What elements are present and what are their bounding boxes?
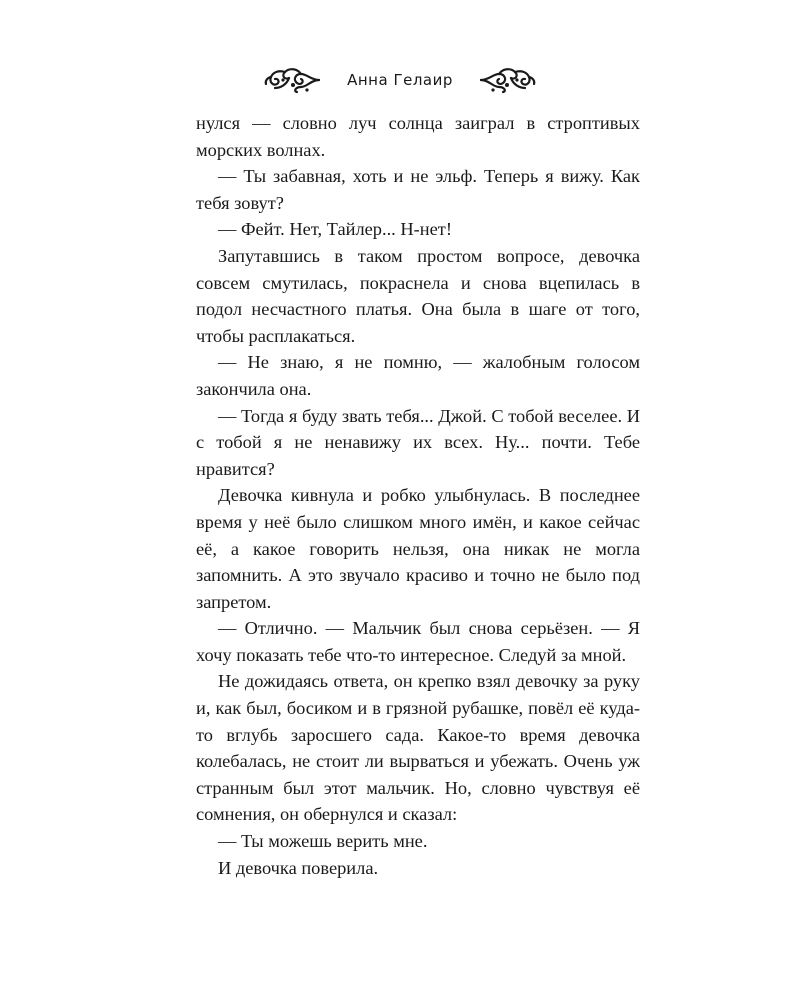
narrative-paragraph: И девочка поверила. xyxy=(218,857,379,878)
dialogue-paragraph: — Ты можешь верить мне. xyxy=(218,831,428,852)
flourish-ornament-left-icon xyxy=(263,66,321,94)
page-text xyxy=(196,110,640,881)
running-head xyxy=(0,60,800,100)
narrative-paragraph: Девочка кивнула и робко улыбнулась. В последнее время у неё было слишком много имён, и какое сейчас её, а какое говорить нельзя, она никак не могла запомнить. А это звучало красиво и точно не было под запретом. xyxy=(196,485,640,612)
flourish-ornament-right-icon xyxy=(479,66,537,94)
dialogue-paragraph: — Отлично. — Мальчик был снова серьёзен. — Я хочу показать тебе что-то интересное. Следуй за мной. xyxy=(196,618,640,665)
narrative-paragraph: Не дожидаясь ответа, он крепко взял девочку за руку и, как был, босиком и в грязной рубашке, повёл её куда-то вглубь заросшего сада. Какое-то время девочка колебалась, не стоит ли вырваться и убежать. Очень уж странным был этот мальчик. Но, словно чувствуя её сомнения, он обернулся и сказал: xyxy=(196,671,640,825)
dialogue-paragraph: — Не знаю, я не помню, — жалобным голосом закончила она. xyxy=(196,352,640,399)
running-head-author: Анна Гелаир xyxy=(347,71,453,89)
dialogue-paragraph: — Тогда я буду звать тебя... Джой. С тобой веселее. И с тобой я не ненавижу их всех. Ну... почти. Тебе нравится? xyxy=(196,405,640,479)
dialogue-paragraph: — Ты забавная, хоть и не эльф. Теперь я вижу. Как тебя зовут? xyxy=(196,166,640,213)
narrative-paragraph: Запутавшись в таком простом вопросе, девочка совсем смутилась, покраснела и снова вцепилась в подол несчастного платья. Она была в шаге от того, чтобы расплакаться. xyxy=(196,245,640,346)
paragraph-continuation: нулся — словно луч солнца заиграл в строптивых морских волнах. xyxy=(196,113,640,160)
dialogue-paragraph: — Фейт. Нет, Тайлер... Н-нет! xyxy=(218,219,452,240)
